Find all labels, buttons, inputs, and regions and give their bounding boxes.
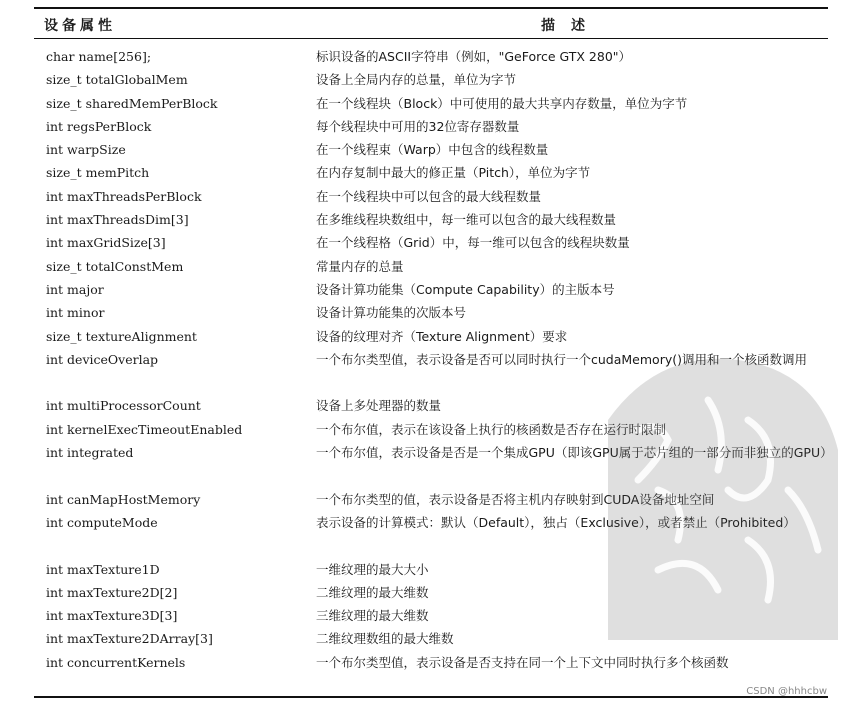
cell-description: 一个布尔类型的值，表示设备是否将主机内存映射到CUDA设备地址空间 bbox=[316, 491, 715, 507]
cell-description: 在一个线程束（Warp）中包含的线程数量 bbox=[316, 142, 549, 158]
cell-description: 一个布尔类型值，表示设备是否可以同时执行一个cudaMemory()调用和一个核函数调用 bbox=[316, 351, 807, 367]
table-row bbox=[0, 92, 841, 115]
table-header bbox=[0, 13, 841, 37]
cell-description: 表示设备的计算模式：默认（Default），独占（Exclusive），或者禁止（Prohibited） bbox=[316, 514, 796, 530]
cell-attribute: int maxTexture2D[2] bbox=[46, 584, 178, 600]
table-row bbox=[0, 301, 841, 324]
table-row bbox=[0, 115, 841, 138]
cell-description: 常量内存的总量 bbox=[316, 258, 404, 274]
cell-description: 在一个线程格（Grid）中，每一维可以包含的线程块数量 bbox=[316, 235, 630, 251]
table-row bbox=[0, 161, 841, 184]
cell-description: 设备的纹理对齐（Texture Alignment）要求 bbox=[316, 328, 568, 344]
table-top-rule bbox=[34, 7, 828, 9]
cell-attribute: int kernelExecTimeoutEnabled bbox=[46, 421, 243, 437]
cell-description: 每个线程块中可用的32位寄存器数量 bbox=[316, 118, 520, 134]
cell-attribute: size_t totalGlobalMem bbox=[46, 72, 188, 88]
cell-attribute: size_t totalConstMem bbox=[46, 258, 184, 274]
cell-description: 一维纹理的最大大小 bbox=[316, 561, 429, 577]
cell-attribute: int maxThreadsPerBlock bbox=[46, 188, 202, 204]
table-bottom-rule bbox=[34, 696, 828, 698]
table-row bbox=[0, 45, 841, 68]
cell-attribute: int maxTexture2DArray[3] bbox=[46, 631, 213, 647]
table-row bbox=[0, 138, 841, 161]
cell-attribute: int maxTexture3D[3] bbox=[46, 608, 178, 624]
cell-description: 在一个线程块中可以包含的最大线程数量 bbox=[316, 188, 542, 204]
cell-attribute: int deviceOverlap bbox=[46, 351, 159, 367]
cell-attribute: int minor bbox=[46, 305, 105, 321]
header-attribute: 设备属性 bbox=[44, 18, 116, 34]
cell-description: 一个布尔类型值，表示设备是否支持在同一个上下文中同时执行多个核函数 bbox=[316, 654, 729, 670]
cell-description: 在一个线程块（Block）中可使用的最大共享内存数量，单位为字节 bbox=[316, 95, 688, 111]
cell-attribute: int warpSize bbox=[46, 142, 126, 158]
cell-attribute: int regsPerBlock bbox=[46, 118, 152, 134]
cell-attribute: size_t memPitch bbox=[46, 165, 150, 181]
cell-attribute: size_t textureAlignment bbox=[46, 328, 197, 344]
cell-attribute: int maxGridSize[3] bbox=[46, 235, 166, 251]
table-row bbox=[0, 255, 841, 278]
cell-description: 设备上多处理器的数量 bbox=[316, 398, 442, 414]
cell-attribute: char name[256]; bbox=[46, 49, 152, 64]
csdn-credit: CSDN @hhhcbw bbox=[746, 686, 827, 697]
cell-attribute: int major bbox=[46, 281, 104, 297]
cell-attribute: int integrated bbox=[46, 445, 134, 461]
cell-description: 在内存复制中最大的修正量（Pitch），单位为字节 bbox=[316, 165, 591, 181]
table-row bbox=[0, 68, 841, 91]
cell-description: 标识设备的ASCII字符串（例如，"GeForce GTX 280"） bbox=[316, 49, 632, 64]
cell-attribute: int maxThreadsDim[3] bbox=[46, 212, 189, 228]
cell-description: 设备计算功能集的次版本号 bbox=[316, 305, 467, 321]
table-row bbox=[0, 185, 841, 208]
cell-description: 设备上全局内存的总量，单位为字节 bbox=[316, 72, 517, 88]
table-header-rule bbox=[34, 38, 828, 39]
table-row bbox=[0, 231, 841, 254]
cell-attribute: int canMapHostMemory bbox=[46, 491, 201, 507]
table-row bbox=[0, 208, 841, 231]
cell-description: 设备计算功能集（Compute Capability）的主版本号 bbox=[316, 281, 615, 297]
cell-description: 一个布尔值，表示设备是否是一个集成GPU（即该GPU属于芯片组的一部分而非独立的GPU） bbox=[316, 445, 833, 461]
table-row bbox=[0, 278, 841, 301]
cell-description: 二维纹理数组的最大维数 bbox=[316, 631, 454, 647]
seal-watermark bbox=[598, 340, 838, 640]
cell-attribute: int concurrentKernels bbox=[46, 654, 186, 670]
cell-description: 二维纹理的最大维数 bbox=[316, 584, 429, 600]
cell-description: 在多维线程块数组中，每一维可以包含的最大线程数量 bbox=[316, 212, 617, 228]
cell-attribute: int maxTexture1D bbox=[46, 561, 160, 577]
cell-description: 三维纹理的最大维数 bbox=[316, 608, 429, 624]
header-description: 描述 bbox=[541, 18, 601, 34]
cell-description: 一个布尔值，表示在该设备上执行的核函数是否存在运行时限制 bbox=[316, 421, 667, 437]
table-row bbox=[0, 651, 841, 698]
cell-attribute: int computeMode bbox=[46, 514, 158, 530]
cell-attribute: size_t sharedMemPerBlock bbox=[46, 95, 218, 111]
cell-attribute: int multiProcessorCount bbox=[46, 398, 201, 414]
